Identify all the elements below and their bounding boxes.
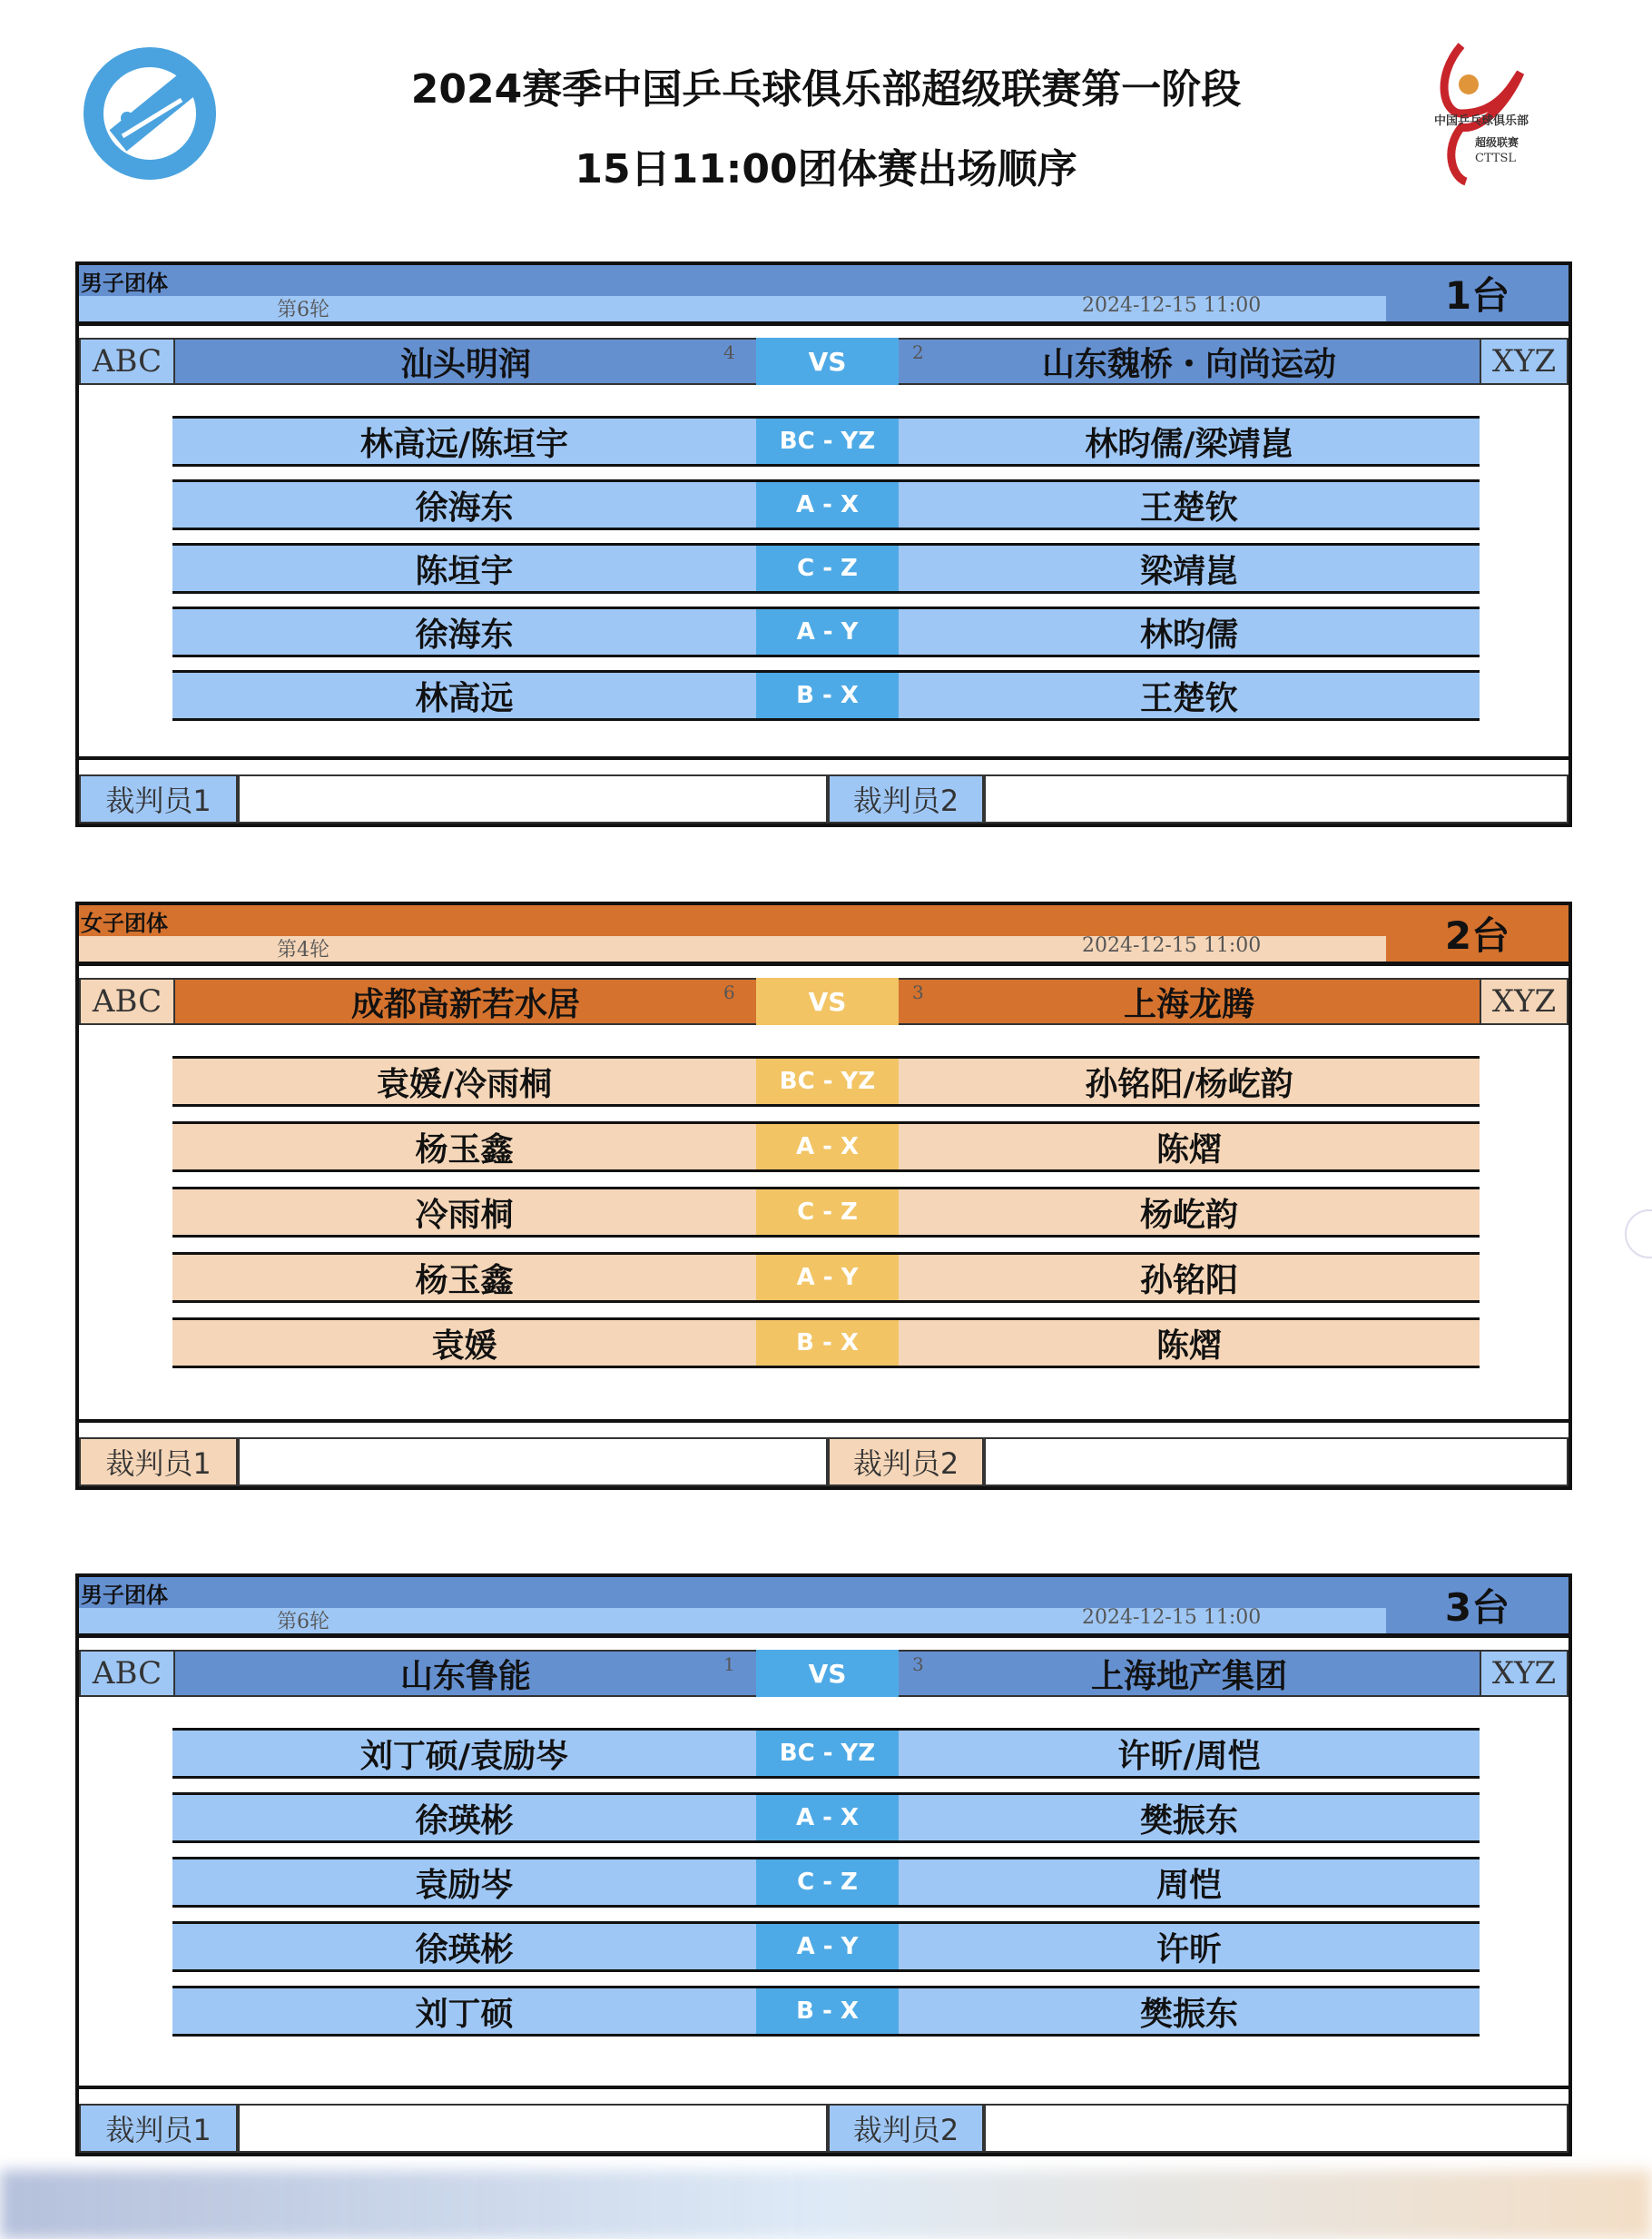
right-team-score: 3 [912, 981, 924, 1003]
match-row [172, 416, 1480, 467]
left-player: 冷雨桐 [415, 1196, 514, 1234]
match-datetime: 2024-12-15 11:00 [1082, 294, 1262, 317]
page-subtitle: 15日11:00团体赛出场顺序 [575, 146, 1077, 192]
table-block-1 [75, 261, 1572, 827]
referee1-label: 裁判员1 [79, 1437, 238, 1486]
right-player: 孙铭阳/杨屹韵 [1085, 1065, 1293, 1103]
left-player: 刘丁硕/袁励岑 [359, 1737, 569, 1775]
match-datetime: 2024-12-15 11:00 [1082, 1606, 1262, 1629]
left-side-label: ABC [79, 338, 175, 385]
left-team-name: 汕头明润 [175, 338, 756, 385]
left-side-label: ABC [79, 1650, 175, 1697]
right-player: 樊振东 [1139, 1995, 1238, 2033]
right-player: 王楚钦 [1139, 679, 1238, 717]
left-player: 杨玉鑫 [415, 1130, 514, 1169]
left-player: 徐瑛彬 [415, 1930, 514, 1968]
match-code: A - X [756, 482, 899, 528]
match-row [172, 1056, 1480, 1107]
referee1-field[interactable] [238, 2104, 828, 2153]
left-team-score: 4 [723, 341, 735, 363]
right-player: 林昀儒/梁靖崑 [1085, 425, 1293, 463]
match-row [172, 1317, 1480, 1368]
footer-divider [79, 756, 1568, 760]
match-row [172, 1857, 1480, 1908]
right-player: 周恺 [1155, 1866, 1222, 1904]
match-row [172, 543, 1480, 594]
match-row [172, 670, 1480, 721]
left-player: 林高远 [415, 679, 514, 717]
right-player: 陈熠 [1155, 1130, 1222, 1169]
right-player: 陈熠 [1155, 1327, 1222, 1365]
referee2-label: 裁判员2 [828, 2104, 984, 2153]
left-player: 徐海东 [415, 616, 514, 654]
right-side-label: XYZ [1480, 978, 1568, 1025]
referee2-field[interactable] [984, 2104, 1568, 2153]
match-row [172, 1986, 1480, 2037]
match-row [172, 1792, 1480, 1843]
left-player: 杨玉鑫 [415, 1261, 514, 1299]
match-code: B - X [756, 673, 899, 718]
page-title: 2024赛季中国乒乓球俱乐部超级联赛第一阶段 [410, 66, 1242, 113]
right-player: 樊振东 [1139, 1801, 1238, 1840]
side-scroll-button[interactable] [1625, 1209, 1652, 1258]
round-label: 第6轮 [277, 1611, 329, 1633]
svg-text:超级联赛: 超级联赛 [1475, 136, 1519, 149]
match-code: C - Z [756, 546, 899, 591]
referee2-field[interactable] [984, 1437, 1568, 1486]
referee1-field[interactable] [238, 1437, 828, 1486]
left-player: 袁励岑 [415, 1866, 514, 1904]
vs-label: VS [756, 338, 899, 385]
cttsl-logo [1425, 41, 1548, 186]
right-team-score: 3 [912, 1653, 924, 1675]
left-player: 刘丁硕 [415, 1995, 514, 2033]
match-code: BC - YZ [756, 1731, 899, 1776]
table-block-2 [75, 902, 1572, 1490]
right-side-label: XYZ [1480, 338, 1568, 385]
right-player: 孙铭阳 [1139, 1261, 1238, 1299]
right-player: 林昀儒 [1139, 616, 1238, 654]
right-team-name: 上海龙腾 [899, 978, 1480, 1025]
table-number: 1台 [1444, 273, 1510, 318]
match-code: C - Z [756, 1189, 899, 1235]
right-player: 王楚钦 [1139, 488, 1238, 527]
right-player: 许昕 [1155, 1930, 1222, 1968]
match-row [172, 607, 1480, 657]
match-code: C - Z [756, 1859, 899, 1905]
match-row [172, 1252, 1480, 1303]
category-label: 男子团体 [81, 1583, 168, 1608]
right-team-score: 2 [912, 341, 924, 363]
referee1-label: 裁判员1 [79, 774, 238, 824]
left-player: 林高远/陈垣宇 [359, 425, 569, 463]
left-player: 徐海东 [415, 488, 514, 527]
match-code: A - Y [756, 1255, 899, 1300]
left-team-name: 成都高新若水居 [175, 978, 756, 1025]
table-block-3 [75, 1573, 1572, 2156]
vs-label: VS [756, 1650, 899, 1697]
left-player: 陈垣宇 [415, 552, 514, 590]
right-player: 许昕/周恺 [1117, 1737, 1261, 1775]
left-side-label: ABC [79, 978, 175, 1025]
referee1-field[interactable] [238, 774, 828, 824]
match-datetime: 2024-12-15 11:00 [1082, 934, 1262, 957]
tth-logo [82, 45, 218, 185]
match-row [172, 1728, 1480, 1779]
round-label: 第6轮 [277, 299, 329, 321]
match-code: B - X [756, 1320, 899, 1366]
table-number: 3台 [1444, 1585, 1510, 1630]
left-team-score: 6 [723, 981, 735, 1003]
right-player: 杨屹韵 [1139, 1196, 1238, 1234]
left-player: 徐瑛彬 [415, 1801, 514, 1840]
referee2-label: 裁判员2 [828, 1437, 984, 1486]
match-row [172, 1921, 1480, 1972]
match-row [172, 1187, 1480, 1238]
right-player: 梁靖崑 [1139, 552, 1238, 590]
match-row [172, 1121, 1480, 1172]
match-code: BC - YZ [756, 419, 899, 464]
right-team-name: 上海地产集团 [899, 1650, 1480, 1697]
left-player: 袁媛 [431, 1327, 497, 1365]
left-player: 袁媛/冷雨桐 [376, 1065, 553, 1103]
footer-divider [79, 2086, 1568, 2089]
category-label: 男子团体 [81, 271, 168, 296]
left-team-score: 1 [723, 1653, 735, 1675]
match-code: A - X [756, 1795, 899, 1840]
referee2-label: 裁判员2 [828, 774, 984, 824]
match-code: A - Y [756, 609, 899, 655]
right-team-name: 山东魏桥・向尚运动 [899, 338, 1480, 385]
left-team-name: 山东鲁能 [175, 1650, 756, 1697]
round-label: 第4轮 [277, 939, 329, 962]
match-code: A - Y [756, 1924, 899, 1969]
match-code: A - X [756, 1124, 899, 1169]
svg-text:中国乒乓球俱乐部: 中国乒乓球俱乐部 [1434, 114, 1529, 128]
svg-text:CTTSL: CTTSL [1475, 152, 1517, 165]
footer-divider [79, 1419, 1568, 1423]
referee1-label: 裁判员1 [79, 2104, 238, 2153]
vs-label: VS [756, 978, 899, 1025]
table-number: 2台 [1444, 913, 1510, 958]
match-code: B - X [756, 1988, 899, 2034]
match-code: BC - YZ [756, 1059, 899, 1104]
category-label: 女子团体 [81, 911, 168, 936]
match-row [172, 479, 1480, 530]
bottom-blur-overlay [0, 2170, 1652, 2239]
right-side-label: XYZ [1480, 1650, 1568, 1697]
referee2-field[interactable] [984, 774, 1568, 824]
